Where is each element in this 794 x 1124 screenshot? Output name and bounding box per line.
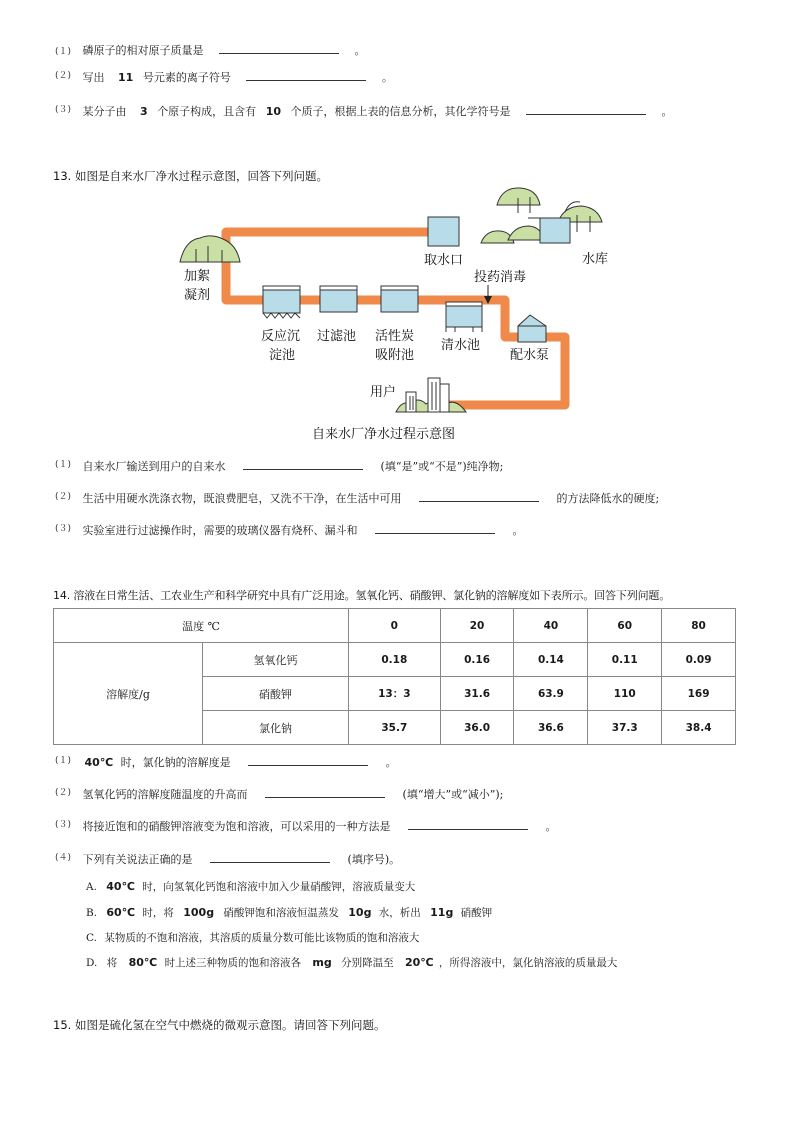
cell: 35.7 <box>349 711 441 745</box>
q15-heading: 15. 如图是硫化氢在空气中燃烧的微观示意图。请回答下列问题。 <box>53 1018 386 1032</box>
q12-item-2-pre: 写出 <box>82 71 105 84</box>
option-d-bold2: mg <box>312 956 332 969</box>
q12-item-3-bold1: 3 <box>140 105 148 118</box>
option-b-bold3: 10g <box>348 906 372 919</box>
option-c-text1: 某物质的不饱和溶液，其溶质的质量分数可能比该物质的饱和溶液大 <box>104 932 420 944</box>
option-b-bold1: 60℃ <box>106 906 136 919</box>
temp-1: 20 <box>440 609 514 643</box>
intake-box-icon <box>428 217 459 246</box>
q14-item-4-answer-blank[interactable] <box>210 849 330 863</box>
q14-item-4-post: (填序号)。 <box>347 853 401 866</box>
q14-item-1-post: 。 <box>385 756 397 769</box>
cell: 0.14 <box>514 643 588 677</box>
carbon-adsorption-tank-icon <box>381 286 418 312</box>
q12-item-1-text: 磷原子的相对原子质量是 <box>82 44 204 57</box>
label-carbon-2: 吸附池 <box>375 348 415 363</box>
q13-item-3-post: 。 <box>512 524 524 537</box>
label-disinfect: 投药消毒 <box>474 270 527 285</box>
q14-item-2-pre: 氢氧化钙的溶解度随温度的升高而 <box>82 788 248 801</box>
q14-item-3-num: (３) <box>55 820 72 830</box>
q12-item-1-num: (１) <box>55 47 72 57</box>
label-user: 用户 <box>370 385 397 400</box>
q14-item-4-num: (４) <box>55 853 72 863</box>
q14-item-2-answer-blank[interactable] <box>265 784 385 798</box>
cell: 0.18 <box>349 643 441 677</box>
q14-item-3-answer-blank[interactable] <box>408 816 528 830</box>
q12-item-2-num: (２) <box>55 71 72 81</box>
q12-item-2-end: 。 <box>381 71 393 84</box>
label-reservoir: 水库 <box>582 252 609 267</box>
option-b-text3: 水，析出 <box>378 907 421 919</box>
q14-item-2-num: (２) <box>55 788 72 798</box>
q14-item-3-pre: 将接近饱和的硝酸钾溶液变为饱和溶液，可以采用的一种方法是 <box>82 820 391 833</box>
q14-item-4-pre: 下列有关说法正确的是 <box>82 853 193 866</box>
q13-heading: 13. 如图是自来水厂净水过程示意图，回答下列问题。 <box>53 169 328 183</box>
option-d-text0: 将 <box>106 957 118 969</box>
row-name-potassium-nitrate: 硝酸钾 <box>203 677 349 711</box>
label-filter: 过滤池 <box>317 329 357 344</box>
temp-2: 40 <box>514 609 588 643</box>
q13-item-2-post: 的方法降低水的硬度; <box>556 492 660 505</box>
water-pump-icon <box>518 315 546 342</box>
q14-heading: 14. 溶液在日常生活、工农业生产和科学研究中具有广泛用途。氢氧化钙、硝酸钾、氯化钠的溶解度如下表所示。回答下列问题。 <box>53 589 671 602</box>
clear-water-tank-icon <box>446 302 482 332</box>
q14-item-3 <box>55 816 557 834</box>
q14-item-4 <box>55 849 400 867</box>
water-pipe <box>226 232 565 405</box>
temp-header: 温度 ℃ <box>54 609 349 643</box>
option-a-text1: 时，向氢氧化钙饱和溶液中加入少量硝酸钾，溶液质量变大 <box>142 881 416 893</box>
cell: 36.6 <box>514 711 588 745</box>
q13-item-1-num: (１) <box>55 460 72 470</box>
q14-item-1-bold: 40℃ <box>84 756 114 769</box>
q13-item-3-answer-blank[interactable] <box>375 520 495 534</box>
cell: 36.0 <box>440 711 514 745</box>
option-d-text2: 分别降温至 <box>341 957 394 969</box>
q12-item-3-mid: 个原子构成，且含有 <box>157 105 257 118</box>
solubility-row-label: 溶解度/g <box>54 643 203 745</box>
reaction-sedimentation-tank-icon <box>263 286 300 318</box>
cell: 63.9 <box>514 677 588 711</box>
option-b <box>86 905 492 920</box>
q13-item-1-answer-blank[interactable] <box>243 456 363 470</box>
label-pump: 配水泵 <box>510 348 550 363</box>
q14-item-2-post: (填“增大”或“减小”); <box>402 788 504 801</box>
q13-item-1-post: (填“是”或“不是”)纯净物; <box>380 460 504 473</box>
option-d-letter: D. <box>86 957 98 969</box>
label-sedimentation-1: 反应沉 <box>261 329 301 344</box>
q14-item-1 <box>55 752 397 770</box>
option-b-bold2: 100g <box>183 906 215 919</box>
table-row <box>54 643 736 677</box>
option-c-letter: C. <box>86 932 97 944</box>
q13-item-2 <box>55 488 659 506</box>
reservoir-trees-icon <box>481 188 602 243</box>
option-a-bold1: 40℃ <box>106 880 135 893</box>
solubility-table <box>53 608 736 745</box>
q13-item-3 <box>55 520 524 538</box>
option-a-letter: A. <box>86 881 97 893</box>
label-sedimentation-2: 淀池 <box>269 348 296 363</box>
option-d <box>86 955 617 970</box>
option-b-bold4: 11g <box>430 906 454 919</box>
q14-item-1-pre: 时，氯化钠的溶解度是 <box>120 756 231 769</box>
filter-tank-icon <box>320 286 357 312</box>
q12-item-2-bold: 11 <box>118 71 134 84</box>
cell: 38.4 <box>662 711 736 745</box>
cell: 0.11 <box>588 643 662 677</box>
q13-item-3-pre: 实验室进行过滤操作时，需要的玻璃仪器有烧杯、漏斗和 <box>82 524 358 537</box>
option-b-letter: B. <box>86 907 98 919</box>
row-name-calcium-hydroxide: 氢氧化钙 <box>203 643 349 677</box>
option-d-bold1: 80℃ <box>128 956 158 969</box>
row-name-sodium-chloride: 氯化钠 <box>203 711 349 745</box>
q13-item-1 <box>55 456 503 474</box>
temp-3: 60 <box>588 609 662 643</box>
water-treatment-diagram <box>0 0 794 450</box>
cell: 37.3 <box>588 711 662 745</box>
label-carbon-1: 活性炭 <box>375 329 415 344</box>
q13-item-2-pre: 生活中用硬水洗涤衣物，既浪费肥皂，又洗不干净，在生活中可用 <box>82 492 402 505</box>
cell: 31.6 <box>440 677 514 711</box>
label-coagulant-1: 加絮 <box>184 269 211 284</box>
option-b-text1: 时，将 <box>142 907 174 919</box>
option-b-text4: 硝酸钾 <box>460 907 493 919</box>
q12-item-3-pre: 某分子由 <box>82 105 127 118</box>
q14-item-1-answer-blank[interactable] <box>248 752 368 766</box>
diagram-caption: 自来水厂净水过程示意图 <box>312 427 456 442</box>
q12-item-3-bold2: 10 <box>265 105 281 118</box>
q12-item-3-end: 。 <box>661 105 673 118</box>
q13-item-1-pre: 自来水厂输送到用户的自来水 <box>82 460 226 473</box>
option-d-text1: 时上述三种物质的饱和溶液各 <box>164 957 302 969</box>
option-a <box>86 879 415 894</box>
q14-item-1-num: (１) <box>55 756 72 766</box>
label-coagulant-2: 凝剂 <box>184 288 211 303</box>
q12-item-3-post: 个质子，根据上表的信息分析，其化学符号是 <box>290 105 511 118</box>
coagulant-mountain-icon <box>180 236 240 262</box>
option-d-bold3: 20℃ <box>404 956 434 969</box>
cell: 110 <box>588 677 662 711</box>
temp-4: 80 <box>662 609 736 643</box>
cell: 169 <box>662 677 736 711</box>
option-b-text2: 硝酸钾饱和溶液恒温蒸发 <box>223 907 339 919</box>
q13-item-2-num: (２) <box>55 492 72 502</box>
label-intake: 取水口 <box>424 253 464 268</box>
cell: 13：3 <box>349 677 441 711</box>
table-row <box>54 609 736 643</box>
q14-item-2 <box>55 784 503 802</box>
cell: 0.09 <box>662 643 736 677</box>
q12-item-2-post: 号元素的离子符号 <box>142 71 231 84</box>
option-c <box>86 930 419 945</box>
label-clear-water: 清水池 <box>441 338 481 353</box>
q13-item-3-num: (３) <box>55 524 72 534</box>
q13-item-2-answer-blank[interactable] <box>419 488 539 502</box>
user-buildings-icon <box>396 378 466 412</box>
temp-0: 0 <box>349 609 441 643</box>
q14-item-3-post: 。 <box>545 820 557 833</box>
q12-item-1-end: 。 <box>354 44 366 57</box>
cell: 0.16 <box>440 643 514 677</box>
q12-item-3-num: (３) <box>55 105 72 115</box>
option-d-text3: ，所得溶液中，氯化钠溶液的质量最大 <box>438 957 618 969</box>
